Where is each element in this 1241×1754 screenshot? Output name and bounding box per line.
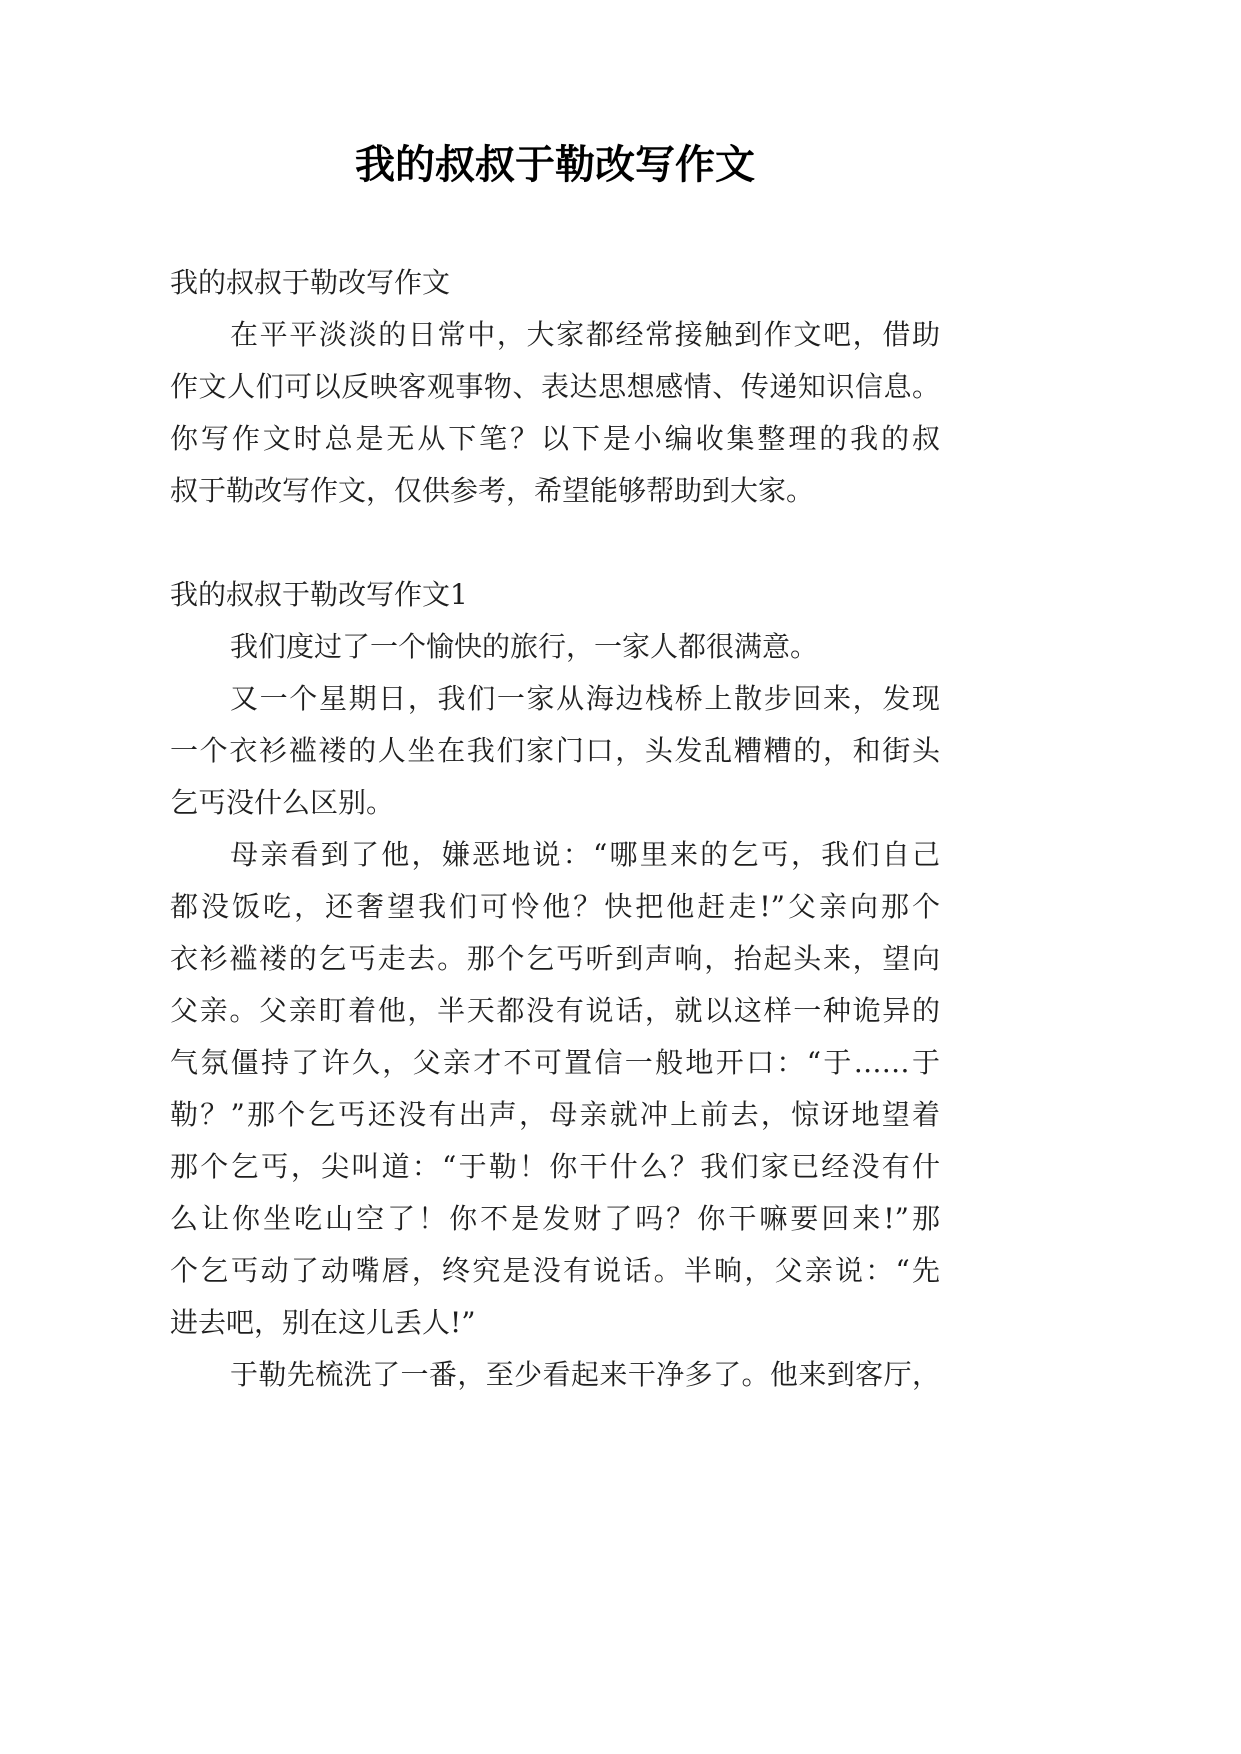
essay-1-paragraph-1 [170,621,940,673]
intro-heading: 我的叔叔于勒改写作文 [170,266,451,299]
paragraph-line: 父亲。父亲盯着他，半天都没有说话，就以这样一种诡异的 [170,994,940,1027]
paragraph-line: 乞丐没什么区别。 [170,786,395,819]
document-title: 我的叔叔于勒改写作文 [355,141,755,188]
essay-1-paragraph-4 [170,1349,940,1401]
intro-paragraph [170,309,940,517]
paragraph-line: 衣衫褴褛的乞丐走去。那个乞丐听到声响，抬起头来，望向 [170,942,940,975]
paragraph-line: 个乞丐动了动嘴唇，终究是没有说话。半晌，父亲说：“先 [170,1254,940,1287]
paragraph-line: 进去吧，别在这儿丢人!” [170,1306,476,1339]
section-spacer [170,517,940,569]
paragraph-line: 又一个星期日，我们一家从海边栈桥上散步回来，发现 [230,682,940,715]
document-body [170,257,940,1401]
paragraph-line: 气氛僵持了许久，父亲才不可置信一般地开口：“于……于 [170,1046,940,1079]
paragraph-line: 你写作文时总是无从下笔？以下是小编收集整理的我的叔 [170,422,940,455]
paragraph-line: 作文人们可以反映客观事物、表达思想感情、传递知识信息。 [170,370,940,403]
paragraph-line: 叔于勒改写作文，仅供参考，希望能够帮助到大家。 [170,474,815,507]
paragraph-line: 那个乞丐，尖叫道：“于勒！你干什么？我们家已经没有什 [170,1150,940,1183]
paragraph-line: 于勒先梳洗了一番，至少看起来干净多了。他来到客厅， [230,1358,940,1391]
paragraph-line: 一个衣衫褴褛的人坐在我们家门口，头发乱糟糟的，和街头 [170,734,940,767]
paragraph-line: 都没饭吃，还奢望我们可怜他？快把他赶走!”父亲向那个 [170,890,940,923]
paragraph-line: 么让你坐吃山空了！你不是发财了吗？你干嘛要回来!”那 [170,1202,940,1235]
paragraph-line: 在平平淡淡的日常中，大家都经常接触到作文吧，借助 [230,318,940,351]
essay-1-paragraph-2 [170,673,940,829]
essay-1-heading: 我的叔叔于勒改写作文1 [170,578,468,611]
paragraph-line: 勒？”那个乞丐还没有出声，母亲就冲上前去，惊讶地望着 [170,1098,940,1131]
paragraph-line: 母亲看到了他，嫌恶地说：“哪里来的乞丐，我们自己 [230,838,940,871]
essay-1-paragraph-3 [170,829,940,1349]
paragraph-line: 我们度过了一个愉快的旅行，一家人都很满意。 [230,630,819,663]
